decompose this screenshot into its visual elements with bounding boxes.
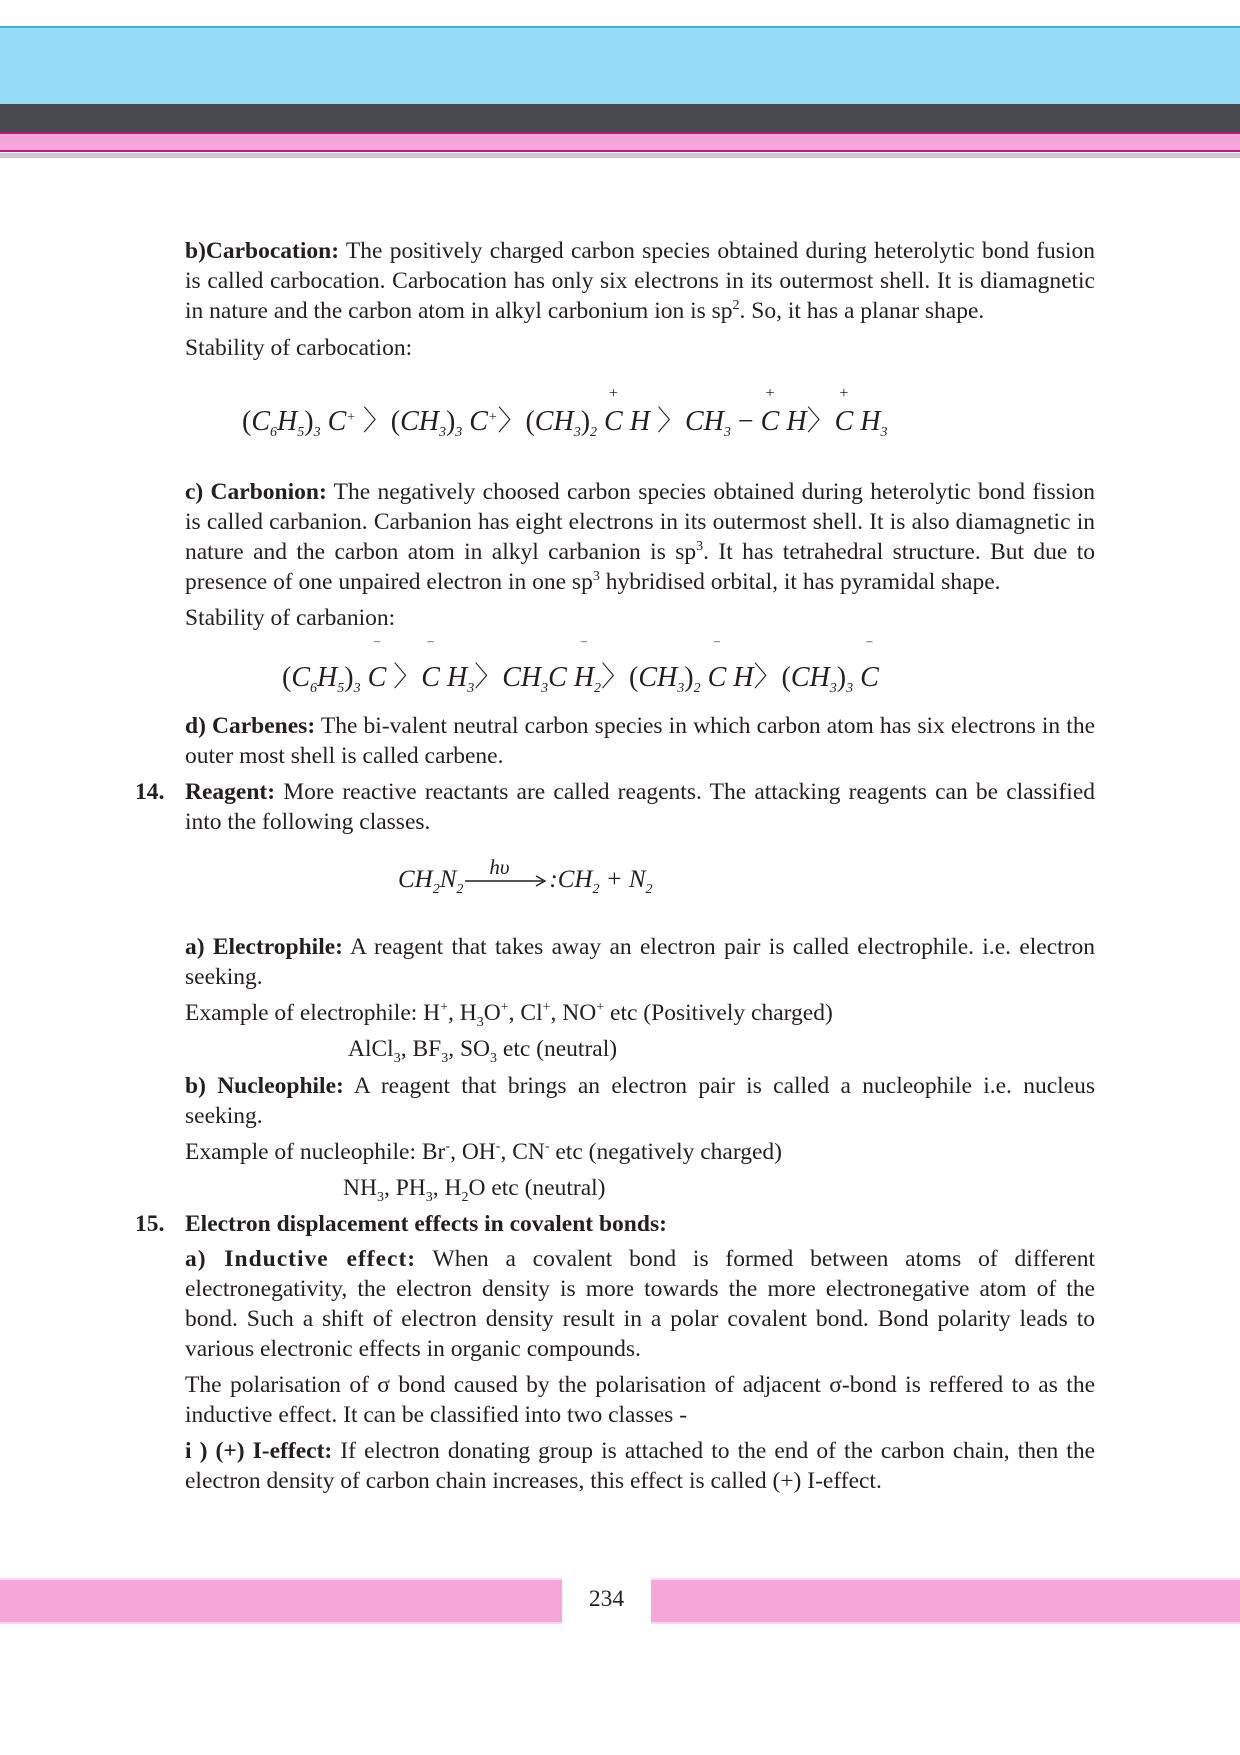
inductive-paragraph bbox=[185, 1244, 1095, 1364]
bf: , BF bbox=[400, 1036, 442, 1062]
electrophile-example-tail: etc (Positively charged) bbox=[604, 1000, 833, 1026]
header-band-blue bbox=[0, 26, 1240, 104]
chlorine: , Cl bbox=[508, 1000, 543, 1026]
h-sub: 2 bbox=[461, 1190, 469, 1205]
nucleophile-heading: b) Nucleophile: bbox=[185, 1073, 344, 1099]
reaction-lhs-sub-1: 2 bbox=[432, 882, 440, 897]
carbenes-text: The bi-valent neutral carbon species in which carbon atom has six electrons in the outer most shell is called carbene. bbox=[185, 713, 1095, 769]
inductive-heading: a) Inductive effect: bbox=[185, 1246, 417, 1272]
nucleophile-paragraph bbox=[185, 1071, 1095, 1131]
electrophile-neutral-examples bbox=[348, 1034, 1048, 1064]
cyanide: , CN bbox=[500, 1139, 545, 1165]
reagent-heading: Reagent: bbox=[185, 779, 276, 805]
reaction-lhs-sub-2: 2 bbox=[456, 882, 464, 897]
carbene-reaction-formula bbox=[398, 855, 653, 900]
cl-charge: + bbox=[542, 1000, 551, 1015]
carbanion-heading: c) Carbonion: bbox=[185, 479, 327, 505]
footer-band-left bbox=[0, 1578, 562, 1624]
carbocation-heading: b)Carbocation: bbox=[185, 238, 340, 264]
page-number: 234 bbox=[588, 1586, 625, 1612]
carbocation-sp-exponent: 2 bbox=[732, 298, 740, 313]
nucleophile-neutral-examples bbox=[343, 1173, 1043, 1203]
electrophile-example-label: Example of electrophile: H bbox=[185, 1000, 441, 1026]
header-band-pink bbox=[0, 132, 1240, 152]
electron-displacement-heading-text: Electron displacement effects in covalent bonds: bbox=[185, 1211, 667, 1237]
arrow-icon bbox=[463, 871, 549, 891]
h-charge: + bbox=[440, 1000, 449, 1015]
alcl-sub: 3 bbox=[393, 1051, 401, 1066]
plus-i-effect-text: If electron donating group is attached to the end of the carbon chain, then the electron density of carbon chain increases, this effect is called (+) I-effect. bbox=[185, 1438, 1095, 1494]
nh: NH bbox=[343, 1175, 377, 1201]
ph: , PH bbox=[383, 1175, 426, 1201]
reagent-number: 14. bbox=[135, 779, 165, 805]
carbocation-paragraph bbox=[185, 236, 1095, 326]
reaction-lhs: CH bbox=[398, 866, 433, 893]
nh-sub: 3 bbox=[376, 1190, 384, 1205]
electrophile-neutral-tail: etc (neutral) bbox=[497, 1036, 618, 1062]
carbanion-text-2: . It has tetrahedral structure. But due to presence of one unpaired electron in one sp bbox=[185, 539, 1095, 595]
carbanion-text-3: hybridised orbital, it has pyramidal shape. bbox=[599, 569, 1001, 595]
electron-displacement-number: 15. bbox=[135, 1211, 165, 1237]
carbocation-text-1: The positively charged carbon species obtained during heterolytic bond fusion is called carbocation. Carbocation has only six electrons in its outermost shell. It is diamagnetic in nature and the carbon atom in alkyl carbonium ion is sp bbox=[185, 238, 1095, 324]
carbocation-stability-label: Stability of carbocation: bbox=[185, 335, 413, 361]
ph-sub: 3 bbox=[425, 1190, 433, 1205]
cn-charge: - bbox=[544, 1139, 550, 1154]
plus-i-effect-paragraph bbox=[185, 1436, 1095, 1496]
no-charge: + bbox=[596, 1000, 605, 1015]
h: , H bbox=[432, 1175, 462, 1201]
carbocation-stability-formula: $(C_6H_5)_3$ C+ 〉$(CH_3)_3$ C+〉$(CH_3)_2 + C$ H 〉$CH_3$ − + C H〉+ C $H_3$ bbox=[242, 402, 888, 442]
so: , SO bbox=[448, 1036, 491, 1062]
oh-charge: - bbox=[495, 1139, 501, 1154]
carbenes-heading: d) Carbenes: bbox=[185, 713, 316, 739]
bf-sub: 3 bbox=[441, 1051, 449, 1066]
reaction-condition: hυ bbox=[489, 855, 510, 880]
footer-band-right bbox=[651, 1578, 1240, 1624]
carbanion-stability-formula: $(C_6H_5)_3$ ‾ C 〉‾ C $H_3$〉$CH_3C$ ‾ $H_2$〉$(CH_3)_2$ ‾ C H〉$(CH_3)_3$ ‾ C bbox=[282, 658, 879, 698]
nitrosonium: , NO bbox=[550, 1000, 597, 1026]
so-sub: 3 bbox=[490, 1051, 498, 1066]
reaction-arrow bbox=[463, 855, 549, 891]
electrophile-paragraph bbox=[185, 932, 1095, 992]
header-band-dark bbox=[0, 104, 1240, 132]
oxygen: O bbox=[483, 1000, 501, 1026]
alcl: AlCl bbox=[348, 1036, 394, 1062]
header-band-grey bbox=[0, 153, 1240, 158]
nucleophile-example bbox=[185, 1137, 1095, 1167]
reagent-text: More reactive reactants are called reagents. The attacking reagents can be classified into the following classes. bbox=[185, 779, 1095, 835]
electrophile-example bbox=[185, 998, 1095, 1028]
nucleophile-example-label: Example of nucleophile: Br bbox=[185, 1139, 446, 1165]
electron-displacement-heading bbox=[185, 1209, 1095, 1239]
reagent-paragraph bbox=[185, 777, 1095, 837]
reaction-lhs-n: N bbox=[439, 866, 457, 893]
nucleophile-neutral-tail: O etc (neutral) bbox=[468, 1175, 606, 1201]
reaction-rhs-1: :CH bbox=[549, 866, 593, 893]
electrophile-heading: a) Electrophile: bbox=[185, 934, 343, 960]
br-charge: - bbox=[445, 1139, 451, 1154]
carbenes-paragraph bbox=[185, 711, 1095, 771]
inductive-text: When a covalent bond is formed between atoms of different electronegativity, the electron density is more towards the more electronegative atom of the bond. Such a shift of electron density result in a polar covalent bond. Bond polarity leads to various electronic effects in organic compounds. bbox=[185, 1246, 1095, 1362]
carbanion-paragraph bbox=[185, 477, 1095, 597]
carbanion-stability-label: Stability of carbanion: bbox=[185, 605, 396, 631]
h3-sub: 3 bbox=[476, 1015, 484, 1030]
nucleophile-text: A reagent that brings an electron pair is called a nucleophile i.e. nucleus seeking. bbox=[185, 1073, 1096, 1129]
electrophile-sep: , H bbox=[448, 1000, 477, 1026]
carbocation-text-2: . So, it has a planar shape. bbox=[739, 298, 985, 324]
plus-i-effect-heading: i ) (+) I-effect: bbox=[185, 1438, 333, 1464]
reaction-rhs-sub-1: 2 bbox=[592, 882, 600, 897]
o-charge: + bbox=[500, 1000, 509, 1015]
carbanion-sp-exponent-2: 3 bbox=[592, 569, 600, 584]
reaction-rhs-sub-2: 2 bbox=[645, 882, 653, 897]
carbanion-text-1: The negatively choosed carbon species obtained during heterolytic bond fission is called carbanion. Carbanion has eight electrons in its outermost shell. It is also diamagnetic in nature and the carbon atom in alkyl carbanion is sp bbox=[185, 479, 1095, 565]
polarisation-paragraph: The polarisation of σ bond caused by the polarisation of adjacent σ-bond is reffered to as the inductive effect. It can be classified into two classes - bbox=[185, 1372, 1095, 1428]
nucleophile-example-tail: etc (negatively charged) bbox=[549, 1139, 783, 1165]
hydroxide: , OH bbox=[450, 1139, 496, 1165]
carbanion-sp-exponent-1: 3 bbox=[696, 539, 704, 554]
electrophile-text: A reagent that takes away an electron pair is called electrophile. i.e. electron seeking. bbox=[185, 934, 1096, 990]
reaction-rhs-plus: + N bbox=[599, 866, 646, 893]
